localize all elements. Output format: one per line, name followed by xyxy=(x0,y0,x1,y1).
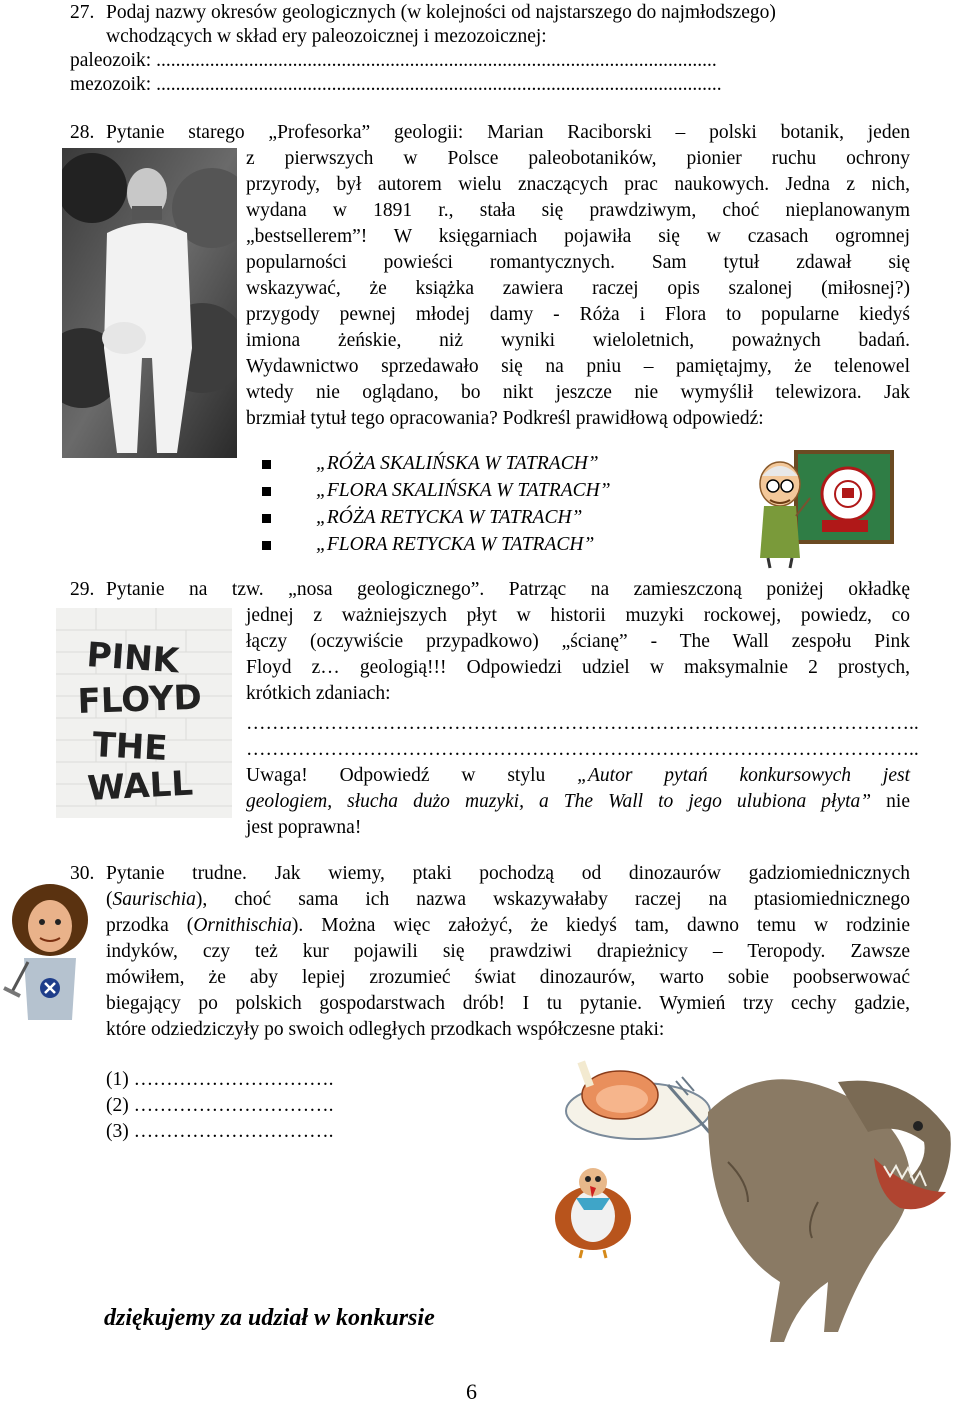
note-start: Uwaga! Odpowiedź w stylu xyxy=(246,765,578,786)
q29-number: 29. xyxy=(70,579,95,600)
mesozoic-dots: .................................................................................................................... xyxy=(156,74,722,95)
raciborski-photo xyxy=(62,148,237,458)
q30-line: Pytanie trudne. Jak wiemy, ptaki pochodzą od dinozaurów gadziomiednicznych xyxy=(106,863,910,884)
q28-line: Wydawnictwo sprzedawało się na pniu – pamiętajmy, że telenowel xyxy=(246,356,910,377)
q28-option[interactable]: „FLORA RETYCKA W TATRACH” xyxy=(316,534,595,555)
q30-line: biegający po polskich gospodarstwach drób! I tu pytanie. Wymień trzy cechy gadzie, xyxy=(106,993,910,1014)
q29-note xyxy=(246,789,910,815)
q27-line1: Podaj nazwy okresów geologicznych (w kolejności od najstarszego do najmłodszego) xyxy=(106,2,776,23)
album-text: WALL xyxy=(86,763,194,809)
geologist-cartoon xyxy=(2,880,98,1030)
q29-line: Pytanie na tzw. „nosa geologicznego”. Patrząc na zamieszczoną poniżej okładkę xyxy=(106,579,910,600)
q28-line: przyrody, był autorem wielu znaczących prac naukowych. Jedna z nich, xyxy=(246,174,910,195)
professor-cartoon xyxy=(748,446,896,570)
paleozoic-label: paleozoik: xyxy=(70,50,152,71)
q27-line2: wchodzących w skład ery paleozoicznej i mezozoicznej: xyxy=(106,26,547,47)
q28-line: imiona żeńskie, niż wyniki wieloletnich, poważnych badań. xyxy=(246,330,910,351)
q27-mesozoic xyxy=(70,72,722,98)
q30-line: przodka (Ornithischia). Można więc założyć, że kiedyś tam, dawno temu w rodzinie xyxy=(106,915,910,936)
q28-number: 28. xyxy=(70,122,95,143)
note-mid: nie xyxy=(871,791,910,812)
q29-line: jednej z ważniejszych płyt w historii muzyki rockowej, powiedz, co xyxy=(246,605,910,626)
note-italic: „Autor pytań konkursowych jest xyxy=(577,765,910,786)
q28-option[interactable]: „RÓŻA SKALIŃSKA W TATRACH” xyxy=(316,453,599,474)
q28-line: wtedy nie oglądano, bo nikt jeszcze nie wymyślił telewizora. Jak xyxy=(246,382,910,403)
bullet-square xyxy=(262,460,271,469)
q27-number: 27. xyxy=(70,2,95,23)
q30-line: (Saurischia), choć sama ich nazwa wskazywałaby raczej na ptasiomiednicznego xyxy=(106,889,910,910)
q29-line: krótkich zdaniach: xyxy=(246,683,391,704)
q28-line: z pierwszych w Polsce paleobotaników, pionier ruchu ochrony xyxy=(246,148,910,169)
q29-note xyxy=(246,763,910,789)
album-text: PINK xyxy=(85,635,181,682)
q30-answer-line[interactable]: (3) …………………………. xyxy=(106,1121,334,1142)
mesozoic-label: mezozoik: xyxy=(70,74,152,95)
q29-line: łączy (oczywiście przypadkowo) „ścianę” - The Wall zespołu Pink xyxy=(246,631,910,652)
turkey-cartoon xyxy=(552,1152,634,1260)
page-number: 6 xyxy=(466,1379,477,1404)
pink-floyd-album-cover xyxy=(56,608,232,818)
q28-option[interactable]: „RÓŻA RETYCKA W TATRACH” xyxy=(316,507,583,528)
bullet-square xyxy=(262,541,271,550)
bullet-square xyxy=(262,514,271,523)
q29-answer-line[interactable]: ………………………………………………………………………………………….. xyxy=(246,713,919,734)
note-italic: geologiem, słucha dużo muzyki, a The Wall to jego ulubiona płyta” xyxy=(246,791,872,812)
q28-line: Pytanie starego „Profesorka” geologii: Marian Raciborski – polski botanik, jeden xyxy=(106,122,910,143)
q30-line: indyków, czy też kur pojawili się prawdziwi drapieżnicy – Teropody. Zawsze xyxy=(106,941,910,962)
q30-number: 30. xyxy=(70,863,95,884)
album-text: FLOYD xyxy=(76,677,203,722)
q30-answer-line[interactable]: (1) …………………………. xyxy=(106,1069,334,1090)
saurischia-term: Saurischia xyxy=(112,889,196,910)
q28-line: „bestsellerem”! W księgarniach pojawiła się w czasach ogromnej xyxy=(246,226,910,247)
q29-note-end: jest poprawna! xyxy=(246,817,362,838)
closing-thanks: dziękujemy za udział w konkursie xyxy=(104,1305,435,1331)
q28-option[interactable]: „FLORA SKALIŃSKA W TATRACH” xyxy=(316,480,611,501)
q30-line: mówiłem, że aby lepiej zrozumieć świat dinozaurów, warto sobie poobserwować xyxy=(106,967,910,988)
q28-line: przygody pewnej młodej damy - Róża i Flora to popularne kiedyś xyxy=(246,304,910,325)
q28-line: brzmiał tytuł tego opracowania? Podkreśl prawidłową odpowiedź: xyxy=(246,408,764,429)
q28-line: popularności powieści romantycznych. Sam tytuł zdawał się xyxy=(246,252,910,273)
q29-line: Floyd z… geologią!!! Odpowiedzi udziel w maksymalnie 2 prostych, xyxy=(246,657,910,678)
ornithischia-term: Ornithischia xyxy=(193,915,292,936)
tyrannosaurus-model xyxy=(688,1042,958,1372)
paleozoic-dots: ................................................................................................................... xyxy=(156,50,717,71)
q30-line: które odziedziczyły po swoich odległych przodkach współczesne ptaki: xyxy=(106,1019,665,1040)
q28-line: wydana w 1891 r., stała się prawdziwym, choć nieplanowanym xyxy=(246,200,910,221)
bullet-square xyxy=(262,487,271,496)
q27-paleozoic xyxy=(70,48,717,74)
q29-answer-line[interactable]: ………………………………………………………………………………………….. xyxy=(246,739,919,760)
q30-answer-line[interactable]: (2) …………………………. xyxy=(106,1095,334,1116)
album-text: THE xyxy=(91,725,169,769)
q28-line: wskazywać, że książka zawiera raczej opis szalonej (miłosnej?) xyxy=(246,278,910,299)
